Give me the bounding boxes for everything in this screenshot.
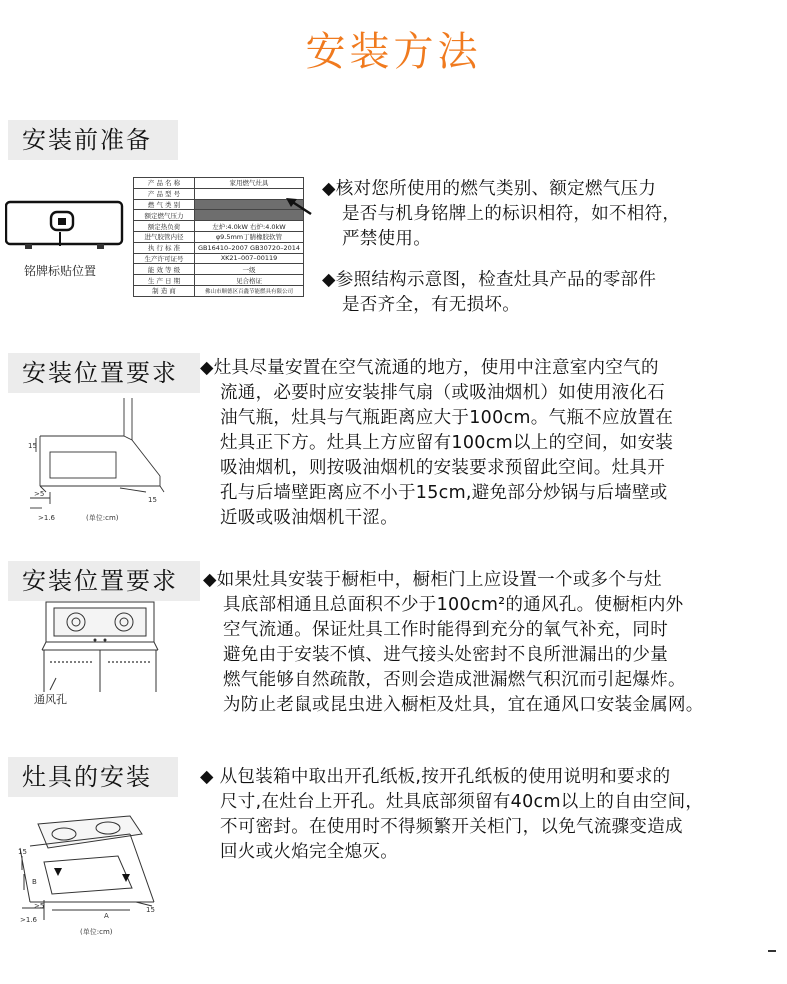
corner-mark — [768, 950, 776, 952]
nameplate-location-label: 铭牌标贴位置 — [24, 264, 97, 278]
dim-1-6: >1.6 — [38, 514, 55, 522]
nameplate-row: 额定热负荷 左炉:4.0kW 右炉:4.0kW — [134, 221, 304, 232]
nameplate-row: 执 行 标 准 GB16410–2007 GB30720–2014 — [134, 242, 304, 253]
dim-5: >5 — [34, 490, 45, 498]
preparation-bullet-1: ◆核对您所使用的燃气类别、额定燃气压力 是否与机身铭牌上的标识相符，如不相符， 严禁使用。 — [322, 179, 681, 249]
dim-15-right: 15 — [146, 906, 155, 914]
section-heading-cabinet: 安装位置要求 — [8, 561, 200, 601]
nameplate-row: 产 品 型 号 — [134, 188, 304, 199]
nameplate-row: 生产许可证号 XK21–007–00119 — [134, 253, 304, 264]
dim-1-6: >1.6 — [20, 916, 37, 924]
stove-installation-paragraph: ◆ 从包装箱中取出开孔纸板,按开孔纸板的使用说明和要求的 尺寸,在灶台上开孔。灶具底部须留有40cm以上的自由空间， 不可密封。在使用时不得频繁开关柜门，以免气流骤变造成 回火或火焰完全熄灭。 — [200, 767, 704, 862]
dim-15-top: 15 — [18, 848, 27, 856]
nameplate-row: 制 造 商 佛山市顺德区百鑫节能燃具有限公司 — [134, 285, 304, 296]
nameplate-row: 额定燃气压力 — [134, 210, 304, 221]
dim-b: B — [32, 878, 37, 886]
nameplate-row: 生 产 日 期 见合格证 — [134, 275, 304, 286]
location-paragraph: ◆灶具尽量安置在空气流通的地方，使用中注意室内空气的 流通，必要时应安装排气扇（或吸油烟机）如使用液化石 油气瓶，灶具与气瓶距离应大于100cm。气瓶不应放置在 灶具正下方。灶具上方应留有100cm以上的空间，如安装 吸油烟机，则按吸油烟机的安装要求预留此空间。灶具开 孔与后墙壁距离应不小于15cm,避免部分炒锅与后墙壁或 近吸或吸油烟机干涩。 — [200, 358, 674, 528]
stove-front-figure — [5, 196, 125, 254]
unit-label: (单位:cm) — [80, 928, 113, 936]
nameplate-table — [133, 177, 304, 297]
section-heading-preparation: 安装前准备 — [8, 120, 178, 160]
nameplate-row: 能 效 等 级 一级 — [134, 264, 304, 275]
nameplate-row: 进气胶管内径 φ9.5mm丁腈橡胶软管 — [134, 231, 304, 242]
arrow-icon — [283, 196, 313, 218]
vent-hole-label: 通风孔 — [34, 693, 67, 706]
unit-label: (单位:cm) — [86, 514, 119, 522]
dim-15-right: 15 — [148, 496, 157, 504]
cabinet-figure — [40, 600, 160, 695]
cabinet-paragraph: ◆如果灶具安装于橱柜中，橱柜门上应设置一个或多个与灶 具底部相通且总面积不少于100cm²的通风孔。使橱柜内外 空气流通。保证灶具工作时能得到充分的氧气补充，同时 避免由于安装不慎、进气接头处密封不良所泄漏出的少量 燃气能够自然疏散，否则会造成泄漏燃气积沉而引起爆炸。 为防止老鼠或昆虫进入橱柜及灶具，宜在通风口安装金属网。 — [203, 570, 704, 715]
dim-5: >5 — [34, 902, 45, 910]
dim-15-left: 15 — [28, 442, 37, 450]
page-title: 安装方法 — [305, 29, 482, 75]
dim-a: A — [104, 912, 109, 920]
stove-cutout-figure — [18, 812, 168, 937]
preparation-bullet-2: ◆参照结构示意图，检查灶具产品的零部件 是否齐全，有无损坏。 — [322, 270, 657, 315]
nameplate-row: 燃 气 类 别 — [134, 199, 304, 210]
section-heading-stove-installation: 灶具的安装 — [8, 757, 178, 797]
section-heading-location: 安装位置要求 — [8, 353, 200, 393]
countertop-clearance-figure — [28, 396, 180, 526]
nameplate-row: 产 品 名 称 家用燃气灶具 — [134, 178, 304, 189]
